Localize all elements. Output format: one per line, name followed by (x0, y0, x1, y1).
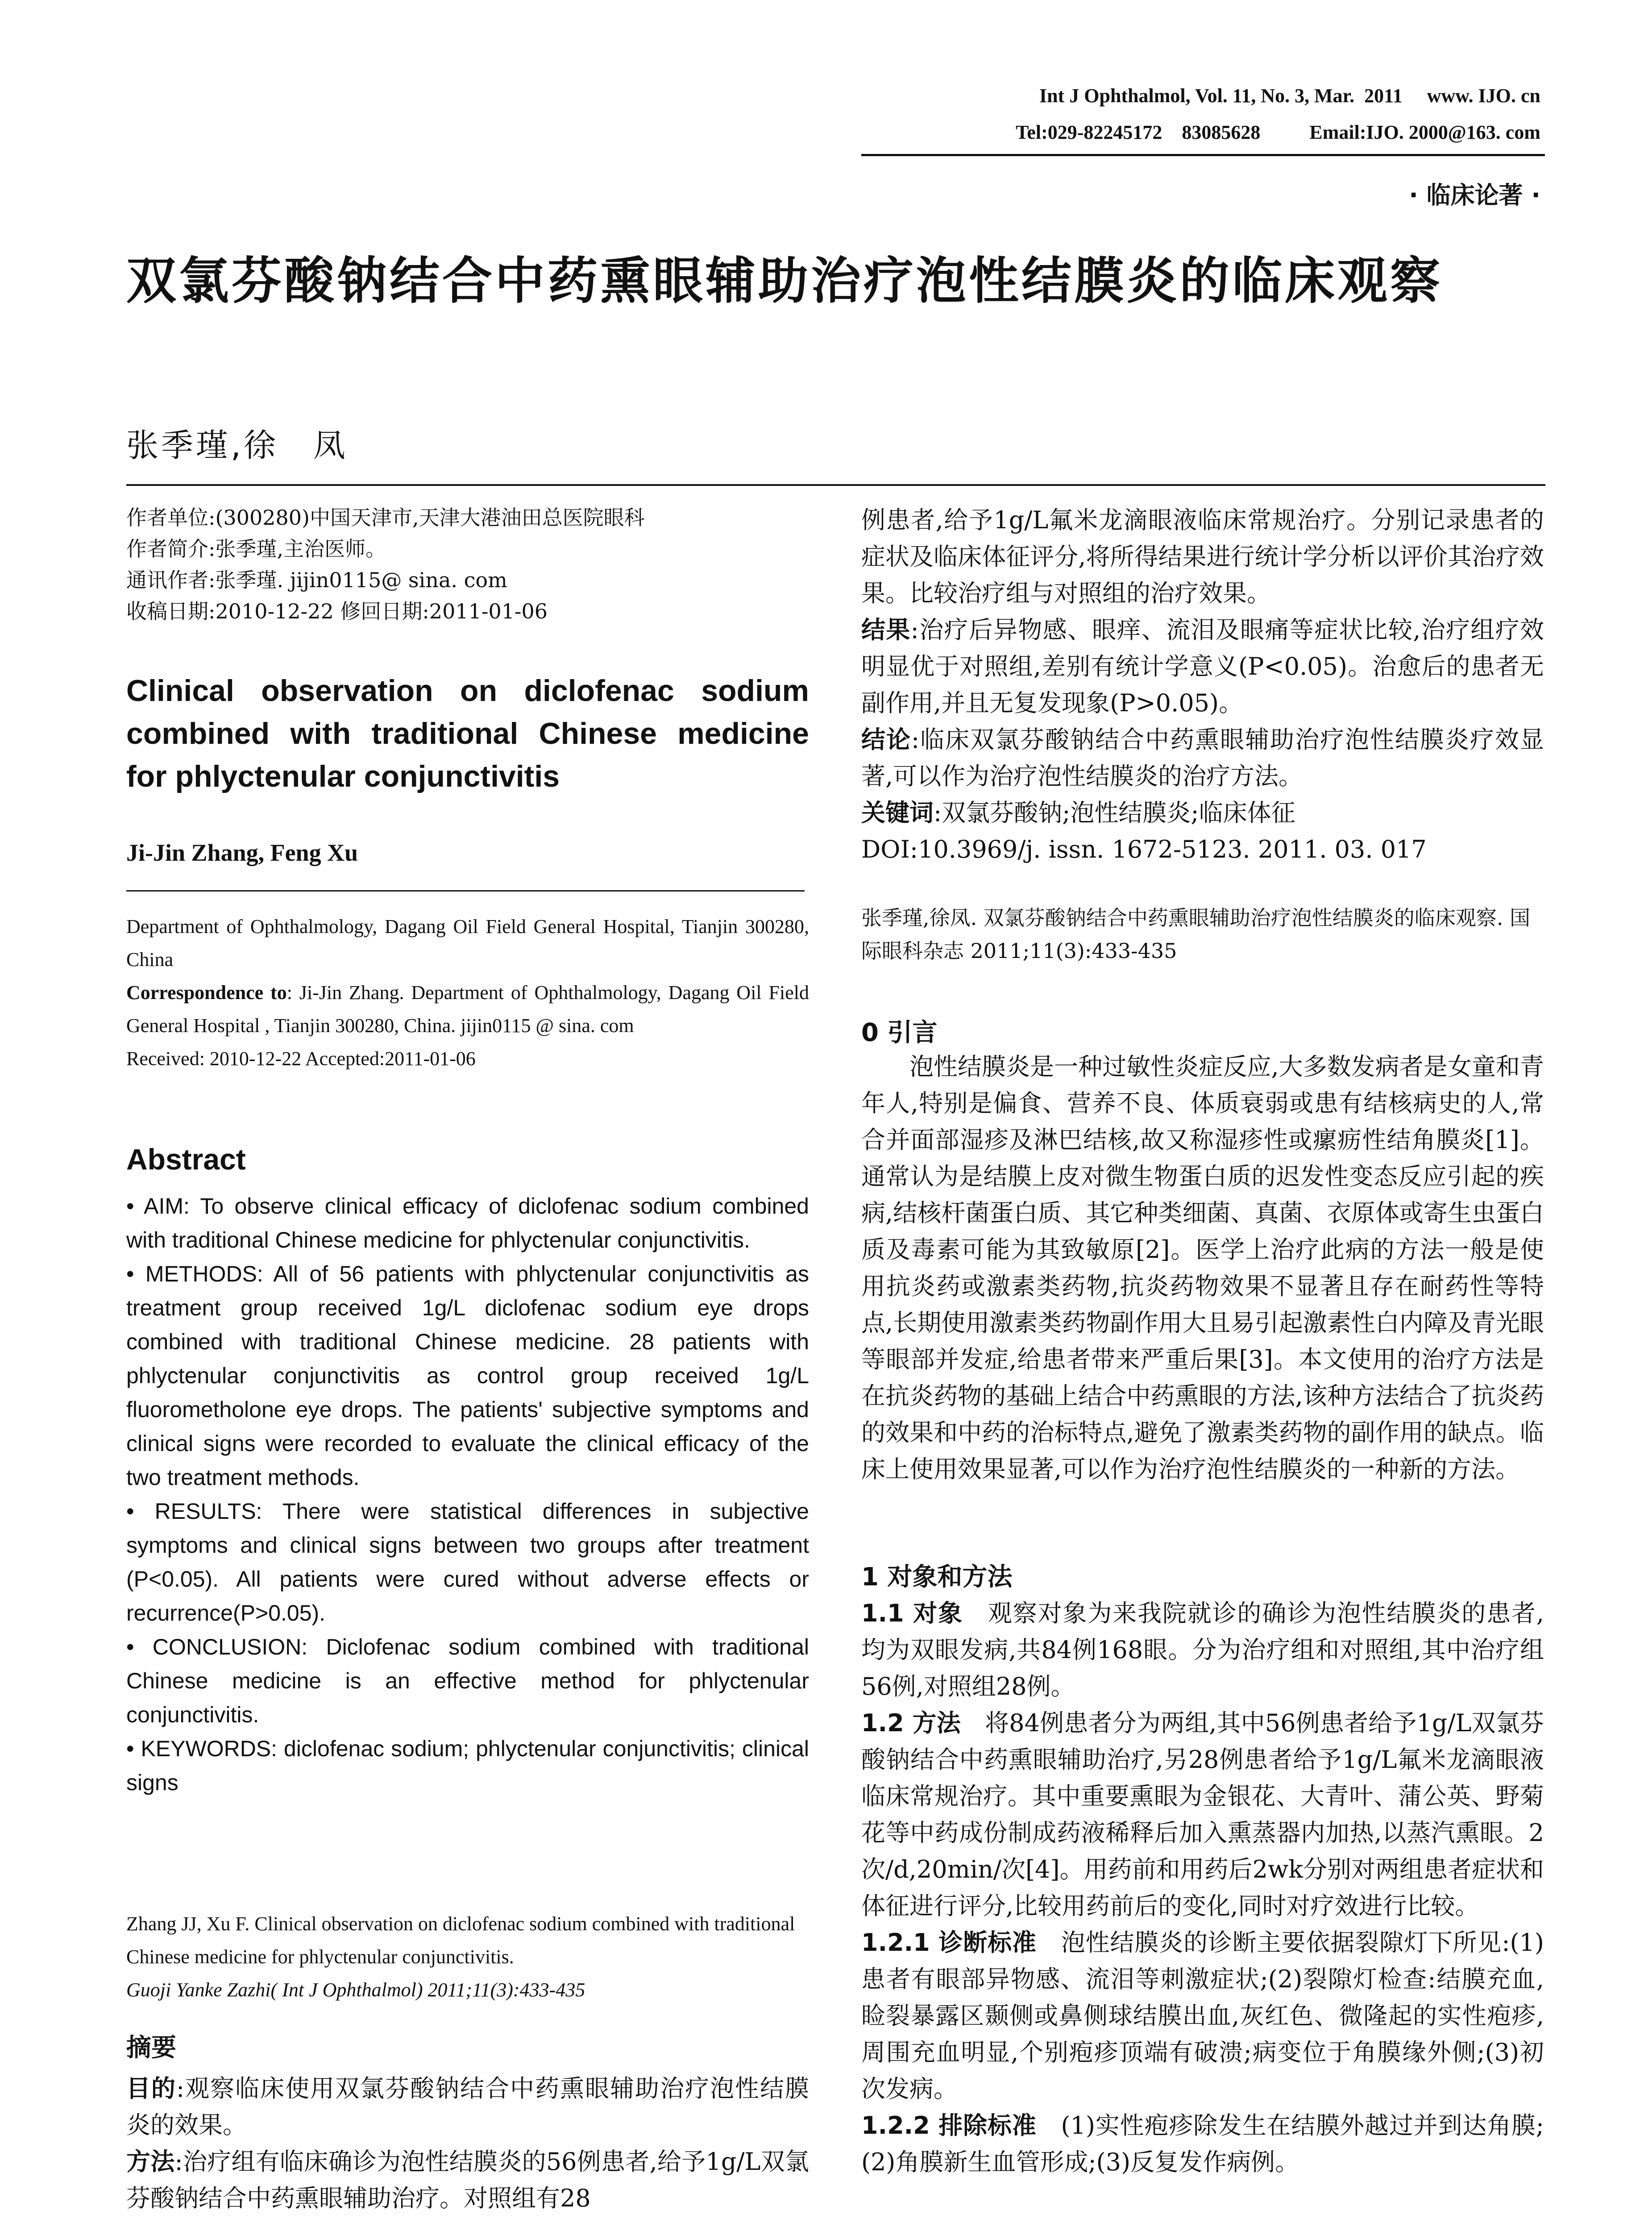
zh-methods-cont (861, 502, 1544, 612)
section-1-2-1 (861, 1924, 1544, 2107)
intro-paragraph: 泡性结膜炎是一种过敏性炎症反应,大多数发病者是女童和青年人,特别是偏食、营养不良、体质衰弱或患有结核病史的人,常合并面部湿疹及淋巴结核,故又称湿疹性或瘰疬性结角膜炎[1]。通常认为是结膜上皮对微生物蛋白质的迟发性变态反应引起的疾病,结核杆菌蛋白质、其它种类细菌、真菌、衣原体或寄生虫蛋白质及毒素可能为其致敏原[2]。医学上治疗此病的方法一般是使用抗炎药或激素类药物,抗炎药物效果不显著且存在耐药性等特点,长期使用激素类药物副作用大且易引起激素性白内障及青光眼等眼部并发症,给患者带来严重后果[3]。本文使用的治疗方法是在抗炎药物的基础上结合中药熏眼的方法,该种方法结合了抗炎药的效果和中药的治标特点,避免了激素类药物的副作用的缺点。临床上使用效果显著,可以作为治疗泡性结膜炎的一种新的方法。 (861, 1053, 1544, 1483)
abstract-results: • RESULTS: There were statistical differences in subjective symptoms and clinical signs between two groups after treatment (P<0.05). All patients were cured without adverse effects or recurrence(P>0.05). (126, 1499, 809, 1626)
authors-en: Ji-Jin Zhang, Feng Xu (126, 839, 358, 866)
article-title-zh: 双氯芬酸钠结合中药熏眼辅助治疗泡性结膜炎的临床观察 (126, 252, 1443, 310)
citation-zh: 张季瑾,徐凤. 双氯芬酸钠结合中药熏眼辅助治疗泡性结膜炎的临床观察. 国际眼科杂志 2011;11(3):433-435 (861, 906, 1531, 963)
citation-en-journal: Guoji Yanke Zazhi( Int J Ophthalmol) 2011;11(3):433-435 (126, 1979, 585, 2001)
journal-header-line2: Tel:029-82245172 83085628 Email:IJO. 2000@163. com (1016, 121, 1540, 143)
s11-text: 观察对象为来我院就诊的确诊为泡性结膜炎的患者,均为双眼发病,共84例168眼。分为治疗组和对照组,其中治疗组56例,对照组28例。 (861, 1599, 1544, 1700)
s121-text: 泡性结膜炎的诊断主要依据裂隙灯下所见:(1)患者有眼部异物感、流泪等刺激症状;(2)裂隙灯检查:结膜充血,睑裂暴露区颞侧或鼻侧球结膜出血,灰红色、微隆起的实性疱疹,周围充血明显,个别疱疹顶端有破溃;病变位于角膜缘外侧;(3)初次发病。 (861, 1928, 1544, 2103)
meta-bio: 作者简介:张季瑾,主治医师。 (126, 537, 386, 561)
zh-abstract-left (126, 2070, 809, 2217)
zh-keywords-label: 关键词 (861, 799, 934, 827)
zh-results-label: 结果 (861, 616, 911, 644)
section-label: · 临床论著 · (1409, 181, 1540, 209)
citation-en (126, 1908, 809, 2007)
correspondence-label: Correspondence to (126, 982, 287, 1004)
title-rule (126, 484, 1545, 486)
s11-label: 1.1 对象 (861, 1599, 963, 1627)
affiliation-correspondence (126, 976, 809, 1042)
zh-methods-label: 方法 (126, 2148, 175, 2176)
citation-en-line: Zhang JJ, Xu F. Clinical observation on diclofenac sodium combined with traditional Chinese medicine for phlyctenular conjunctivitis. (126, 1913, 795, 1968)
article-title-en: Clinical observation on diclofenac sodium combined with traditional Chinese medicine for phlyctenular conjunctivitis (126, 674, 809, 793)
s12-text: 将84例患者分为两组,其中56例患者给予1g/L双氯芬酸钠结合中药熏眼辅助治疗,另28例患者给予1g/L氟米龙滴眼液临床常规治疗。其中重要熏眼为金银花、大青叶、蒲公英、野菊花等中药成份制成药液稀释后加入熏蒸器内加热,以蒸汽熏眼。2次/d,20min/次[4]。用药前和用药后2wk分别对两组患者症状和体征进行评分,比较用药前后的变化,同时对疗效进行比较。 (861, 1709, 1544, 1920)
zh-conclusion-label: 结论 (861, 726, 911, 754)
s12-label: 1.2 方法 (861, 1709, 961, 1737)
zh-conclusion-text: :临床双氯芬酸钠结合中药熏眼辅助治疗泡性结膜炎疗效显著,可以作为治疗泡性结膜炎的治疗方法。 (861, 726, 1544, 790)
abstract-conclusion: • CONCLUSION: Diclofenac sodium combined with traditional Chinese medicine is an effective method for phlyctenular conjunctivitis. (126, 1634, 809, 1727)
s122-label: 1.2.2 排除标准 (861, 2111, 1037, 2140)
zh-methods-cont-text: 例患者,给予1g/L氟米龙滴眼液临床常规治疗。分别记录患者的症状及临床体征评分,将所得结果进行统计学分析以评价其治疗效果。比较治疗组与对照组的治疗效果。 (861, 506, 1544, 607)
affiliation-received: Received: 2010-12-22 Accepted:2011-01-06 (126, 1048, 476, 1070)
abstract-aim: • AIM: To observe clinical efficacy of diclofenac sodium combined with traditional Chinese medicine for phlyctenular conjunctivitis. (126, 1194, 809, 1252)
abstract-keywords: • KEYWORDS: diclofenac sodium; phlyctenular conjunctivitis; clinical signs (126, 1736, 809, 1795)
zh-results-text: :治疗后异物感、眼痒、流泪及眼痛等症状比较,治疗组疗效明显优于对照组,差别有统计学意义(P<0.05)。治愈后的患者无副作用,并且无复发现象(P>0.05)。 (861, 616, 1544, 717)
zh-keywords-text: :双氯芬酸钠;泡性结膜炎;临床体征 (934, 799, 1295, 827)
affiliation-dept: Department of Ophthalmology, Dagang Oil Field General Hospital, Tianjin 300280, China (126, 916, 809, 970)
abstract-en (126, 1189, 809, 1800)
zh-aim-text: :观察临床使用双氯芬酸钠结合中药熏眼辅助治疗泡性结膜炎的效果。 (126, 2074, 809, 2139)
intro-heading: 0 引言 (861, 1018, 938, 1047)
section-1-2 (861, 1705, 1544, 1924)
s122-text: (1)实性疱疹除发生在结膜外越过并到达角膜;(2)角膜新生血管形成;(3)反复发作病例。 (861, 2111, 1544, 2176)
zh-abstract-methods (126, 2144, 809, 2217)
zh-conclusion (861, 722, 1544, 795)
abstract-methods: • METHODS: All of 56 patients with phlyctenular conjunctivitis as treatment group received 1g/L diclofenac sodium eye drops combined with traditional Chinese medicine. 28 patients with phlyctenular conjunctivitis as control group received 1g/L fluorometholone eye drops. The patients' subjective symptoms and clinical signs were recorded to evaluate the clinical efficacy of the two treatment methods. (126, 1261, 809, 1490)
correspondence-text: : Ji-Jin Zhang. Department of Ophthalmology, Dagang Oil Field General Hospital , Tianjin 300280, China. jijin0115 @ sina. com (126, 982, 809, 1037)
section-1-2-2 (861, 2107, 1544, 2181)
zh-doi-text: DOI:10.3969/j. issn. 1672-5123. 2011. 03. 017 (861, 835, 1427, 863)
meta-dates: 收稿日期:2010-12-22 修回日期:2011-01-06 (126, 599, 548, 623)
meta-correspondence: 通讯作者:张季瑾. jijin0115@ sina. com (126, 568, 507, 592)
affiliation-en (126, 910, 809, 1075)
zh-results (861, 612, 1544, 722)
s121-label: 1.2.1 诊断标准 (861, 1928, 1037, 1957)
zh-abstract-heading: 摘要 (126, 2033, 176, 2062)
zh-doi (861, 831, 1544, 868)
zh-aim-label: 目的 (126, 2074, 176, 2102)
meta-affiliation: 作者单位:(300280)中国天津市,天津大港油田总医院眼科 (126, 506, 645, 530)
authors-zh: 张季瑾,徐 凤 (126, 427, 348, 464)
author-meta (126, 502, 809, 627)
section-1-1 (861, 1595, 1544, 1705)
zh-keywords (861, 795, 1544, 831)
methods-heading: 1 对象和方法 (861, 1563, 1013, 1592)
intro-body (861, 1049, 1544, 1488)
methods-body (861, 1595, 1544, 2181)
zh-methods-text: :治疗组有临床确诊为泡性结膜炎的56例患者,给予1g/L双氯芬酸钠结合中药熏眼辅助治疗。对照组有28 (126, 2148, 809, 2212)
zh-abstract-right (861, 502, 1544, 868)
journal-header-line1: Int J Ophthalmol, Vol. 11, No. 3, Mar. 2011 www. IJO. cn (1039, 85, 1540, 107)
abstract-heading: Abstract (126, 1143, 246, 1176)
zh-abstract-aim (126, 2070, 809, 2144)
author-rule (126, 890, 805, 892)
header-rule (861, 154, 1545, 156)
